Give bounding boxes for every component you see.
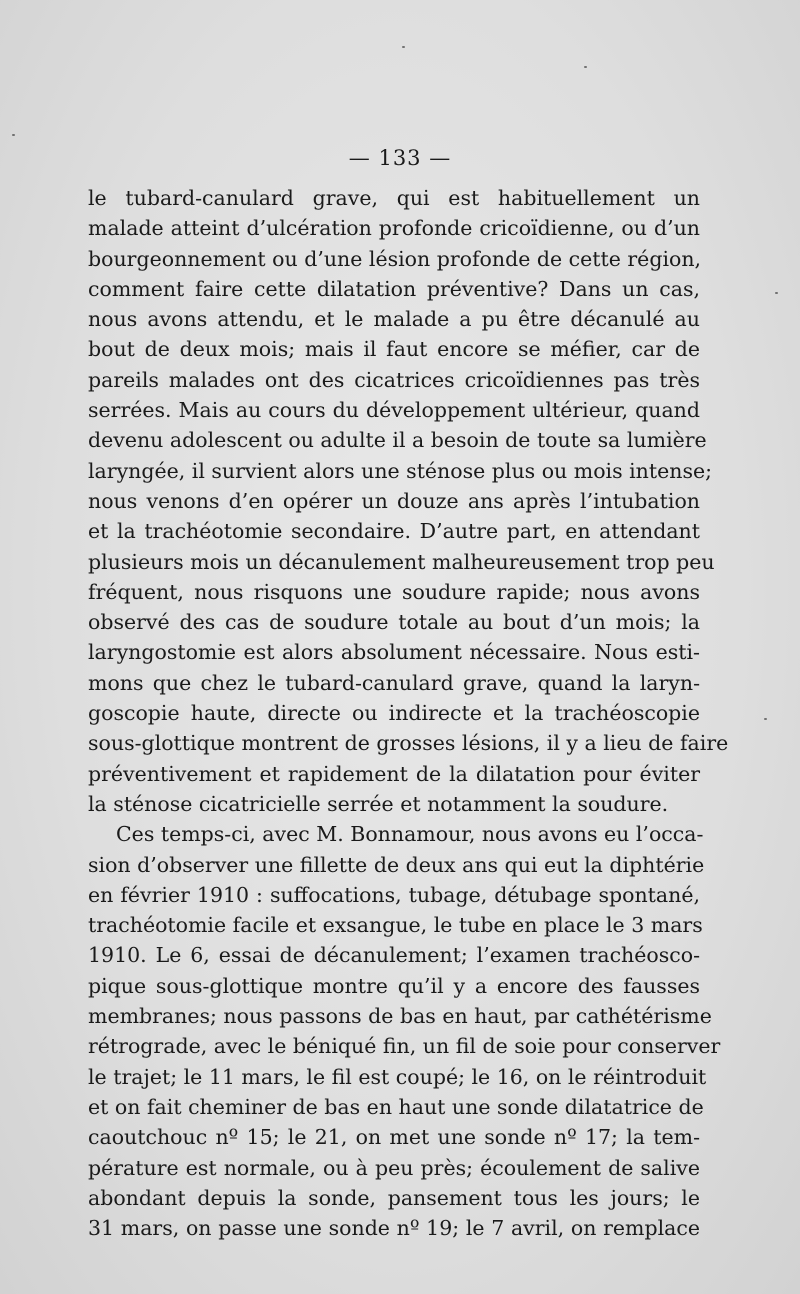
text-line: le tubard-canulard grave, qui est habituellement un [88,186,700,210]
paper-speck [584,66,587,68]
text-line: comment faire cette dilatation préventive? Dans un cas, [88,276,700,301]
text-line: laryngée, il survient alors une sténose plus ou mois intense; [88,458,713,483]
text-line: plusieurs mois un décanulement malheureusement trop peu [88,549,715,574]
text-line: la sténose cicatricielle serrée et notamment la soudure. [88,791,669,816]
text-line: caoutchouc nº 15; le 21, on met une sonde nº 17; la tem- [88,1125,700,1150]
text-line: rétrograde, avec le béniqué fin, un fil de soie pour conserver [88,1034,721,1059]
text-line: goscopie haute, directe ou indirecte et la trachéoscopie [88,701,700,726]
text-line: fréquent, nous risquons une soudure rapide; nous avons [88,579,700,604]
text-line: préventivement et rapidement de la dilatation pour éviter [88,761,700,786]
text-line: pique sous-glottique montre qu’il y a encore des fausses [88,973,700,998]
text-line: bout de deux mois; mais il faut encore se méfier, car de [88,337,700,362]
text-line: laryngostomie est alors absolument nécessaire. Nous esti- [88,640,700,665]
text-line: trachéotomie facile et exsangue, le tube en place le 3 mars [88,913,703,938]
text-line: 31 mars, on passe une sonde nº 19; le 7 avril, on remplace [88,1216,700,1241]
text-line: malade atteint d’ulcération profonde cricoïdienne, ou d’un [88,216,700,241]
paper-speck [775,292,778,294]
text-line: abondant depuis la sonde, pansement tous les jours; le [88,1185,700,1210]
text-line: pareils malades ont des cicatrices cricoïdiennes pas très [88,367,700,392]
text-line: 1910. Le 6, essai de décanulement; l’examen trachéosco- [88,943,700,968]
paper-speck [12,134,15,136]
text-line: nous venons d’en opérer un douze ans après l’intubation [88,488,700,513]
text-line: devenu adolescent ou adulte il a besoin de toute sa lumière [88,428,707,453]
text-line: et on fait cheminer de bas en haut une sonde dilatatrice de [88,1094,704,1119]
text-line: sous-glottique montrent de grosses lésions, il y a lieu de faire [88,731,729,756]
text-line: pérature est normale, ou à peu près; écoulement de salive [88,1155,700,1180]
paper-speck [764,718,767,720]
text-line: en février 1910 : suffocations, tubage, détubage spontané, [88,882,700,907]
text-line: bourgeonnement ou d’une lésion profonde de cette région, [88,246,702,271]
text-line: serrées. Mais au cours du développement ultérieur, quand [88,398,700,423]
text-line: observé des cas de soudure totale au bout d’un mois; la [88,610,700,635]
text-line: mons que chez le tubard-canulard grave, quand la laryn- [88,670,700,695]
page-number: — 133 — [348,146,452,170]
text-line: Ces temps-ci, avec M. Bonnamour, nous avons eu l’occa- [116,822,704,847]
text-line: nous avons attendu, et le malade a pu être décanulé au [88,307,700,332]
text-line: membranes; nous passons de bas en haut, par cathétérisme [88,1004,712,1029]
text-line: le trajet; le 11 mars, le fil est coupé; le 16, on le réintroduit [88,1064,707,1089]
body-text [88,183,729,1243]
text-line: et la trachéotomie secondaire. D’autre part, en attendant [88,519,700,544]
text-line: sion d’observer une fillette de deux ans qui eut la diphtérie [88,852,705,877]
paper-speck [402,46,405,48]
